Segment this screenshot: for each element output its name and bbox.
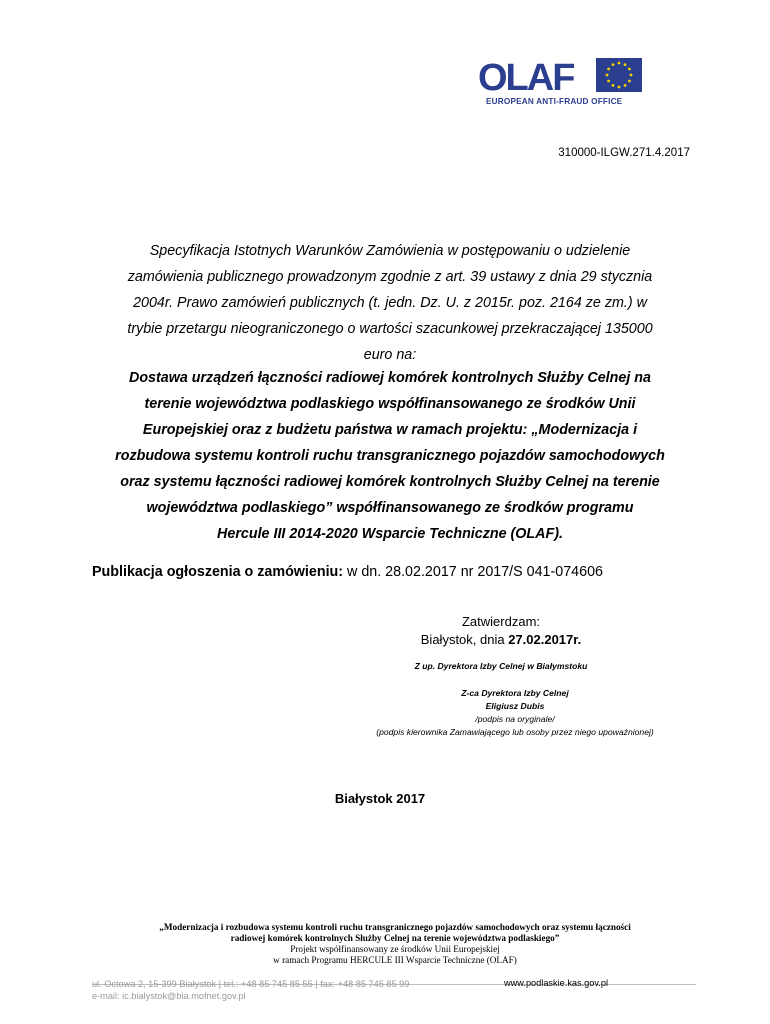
signature-note: /podpis na oryginale/ — [475, 714, 555, 724]
place-year: Białystok 2017 — [334, 791, 426, 806]
approval-place-date — [380, 631, 622, 649]
title-line: rozbudowa systemu kontroli ruchu transgranicznego pojazdów samochodowych — [115, 448, 665, 464]
footer-website-link[interactable]: www.podlaskie.kas.gov.pl — [504, 978, 609, 988]
approval-heading: Zatwierdzam: — [461, 614, 541, 629]
approval-date: 27.02.2017r. — [508, 632, 582, 647]
footer-project-line: w ramach Programu HERCULE III Wsparcie Techniczne (OLAF) — [273, 955, 517, 965]
title-line: województwa podlaskiego” współfinansowanego ze środków programu — [146, 500, 634, 516]
approval-block — [380, 613, 622, 649]
signature-block — [330, 687, 700, 739]
title-line: oraz systemu łączności radiowej komórek kontrolnych Służby Celnej na terenie — [120, 474, 660, 490]
intro-line: euro na: — [363, 347, 417, 363]
intro-line: 2004r. Prawo zamówień publicznych (t. jedn. Dz. U. z 2015r. poz. 2164 ze zm.) w — [133, 295, 647, 311]
intro-paragraph — [60, 238, 720, 368]
olaf-logo-text: OLAF — [478, 57, 574, 99]
document-title — [60, 365, 720, 547]
footer-project-line: „Modernizacja i rozbudowa systemu kontroli ruchu transgranicznego pojazdów samochodowych oraz systemu łączności — [159, 922, 631, 932]
footer-address: ul. Octowa 2, 15-399 Białystok | tel.: +48 85 745 85 55 | fax: +48 85 745 85 99 — [92, 979, 410, 989]
publication-info — [92, 564, 603, 580]
footer-contact — [92, 978, 409, 1002]
title-line: terenie województwa podlaskiego współfinansowanego ze środków Unii — [144, 396, 636, 412]
footer-project-line: Projekt współfinansowany ze środków Unii Europejskiej — [290, 944, 500, 954]
signatory-role: Z-ca Dyrektora Izby Celnej — [461, 688, 569, 698]
intro-line: trybie przetargu nieograniczonego o wartości szacunkowej przekraczającej 135000 — [127, 321, 653, 337]
footer-email[interactable]: e-mail: ic.bialystok@bia.mofnet.gov.pl — [92, 991, 246, 1001]
intro-line: zamówienia publicznego prowadzonym zgodnie z art. 39 ustawy z dnia 29 stycznia — [127, 269, 653, 285]
publication-value: w dn. 28.02.2017 nr 2017/S 041-074606 — [343, 564, 603, 580]
signatory-name: Eligiusz Dubis — [485, 701, 545, 711]
olaf-logo-subtitle: EUROPEAN ANTI-FRAUD OFFICE — [486, 97, 623, 106]
intro-line: Specyfikacja Istotnych Warunków Zamówienia w postępowaniu o udzielenie — [149, 243, 631, 259]
deputy-line: Z up. Dyrektora Izby Celnej w Białymstoku — [414, 661, 588, 671]
title-line: Europejskiej oraz z budżetu państwa w ramach projektu: „Modernizacja i — [142, 422, 638, 438]
signature-caption: (podpis kierownika Zamawiającego lub osoby przez niego upoważnionej) — [376, 727, 654, 737]
footer-project-note — [110, 922, 680, 966]
approval-place: Białystok, dnia — [420, 632, 509, 647]
title-line: Hercule III 2014-2020 Wsparcie Techniczne (OLAF). — [217, 526, 563, 542]
publication-label: Publikacja ogłoszenia o zamówieniu: — [92, 564, 344, 580]
footer-project-line: radiowej komórek kontrolnych Służby Celnej na terenie województwa podlaskiego” — [230, 933, 560, 943]
title-line: Dostawa urządzeń łączności radiowej komórek kontrolnych Służby Celnej na — [129, 370, 651, 386]
reference-number: 310000-ILGW.271.4.2017 — [558, 147, 690, 159]
